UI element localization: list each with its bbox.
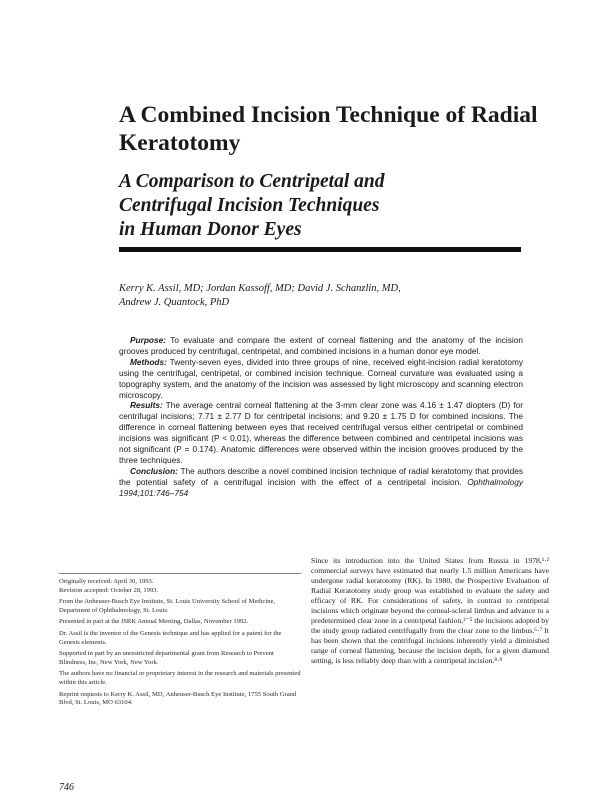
- conclusion-label: Conclusion:: [130, 465, 178, 476]
- purpose-text: To evaluate and compare the extent of corneal flattening and the anatomy of the incision grooves produced by centrifugal, centripetal, and combined incisions in a human donor eye model.: [119, 335, 523, 356]
- footnote: Presented in part at the ISRK Annual Meeting, Dallas, November 1992.: [59, 618, 249, 626]
- page-number: 746: [59, 782, 74, 793]
- footnote: The authors have no financial or proprietary interest in the research and materials presented within this article.: [59, 670, 301, 686]
- abstract-methods: [119, 357, 523, 401]
- abstract-results: [119, 400, 523, 465]
- results-label: Results:: [130, 400, 163, 411]
- article-title: A Combined Incision Technique of Radial Keratotomy: [119, 102, 538, 156]
- title-rule: [119, 247, 521, 252]
- conclusion-text: The authors describe a novel combined incision technique of radial keratotomy that provides the potential safety of a centrifugal incision with the effect of a centripetal incision.: [119, 465, 523, 487]
- methods-label: Methods:: [130, 356, 167, 367]
- footnote: Dr. Assil is the inventor of the Genesis technique and has applied for a patent for the Genesis elements.: [59, 629, 282, 646]
- subtitle-line: in Human Donor Eyes: [119, 219, 302, 240]
- footnote: Reprint requests to Kerry K. Assil, MD, Anheuser-Busch Eye Institute, 1755 South Grand Blvd, St. Louis, MO 63104.: [59, 690, 297, 707]
- body-column: [311, 556, 549, 666]
- footnote: Originally received: April 30, 1993. Revision accepted: October 28, 1993.: [59, 578, 159, 594]
- abstract: [119, 335, 523, 499]
- results-text: The average central corneal flattening at the 3-mm clear zone was 4.16 ± 1.47 diopters (D) for centrifugal incisions; 7.71 ± 2.77 D for centripetal incisions; and 9.20 ± 1.75 D for combined incisions. The difference in corneal flattening between eyes that received centrifugal versus either centripetal or combined incisions was significant (P < 0.01), whereas the difference between combined and centripetal incisions was not significant (P = 0.174). Anatomic differences were observed within the incision grooves produced by the three techniques.: [119, 400, 523, 465]
- subtitle-line: A Comparison to Centripetal and: [119, 171, 385, 192]
- footnote-divider: [59, 573, 301, 574]
- citation: Ophthalmology 1994;101:746–754: [119, 476, 523, 498]
- abstract-purpose: [119, 335, 523, 357]
- author-line: Andrew J. Quantock, PhD: [119, 297, 230, 308]
- methods-text: Twenty-seven eyes, divided into three groups of nine, received eight-incision radial keratotomy using the centrifugal, centripetal, or combined incision technique. Corneal curvature was evaluated using a topography system, and the anatomy of the incision was assessed by light microscopy and scanning electron microscopy.: [119, 356, 523, 400]
- purpose-label: Purpose:: [130, 335, 166, 345]
- body-paragraph: Since its introduction into the United States from Russia in 1978,¹·² commercial surveys have estimated that nearly 1.5 million Americans have undergone radial keratotomy (RK). In 1980, the Prospective Evaluation of Radial Keratotomy study group was established to evaluate the safety and efficacy of RK. For considerations of safety, in contrast to centripetal incisions which originate beyond the corneal-scleral limbus and advance to a predetermined clear zone in a centripetal fashion,³⁻⁵ the incisions adopted by the study group radiated centrifugally from the clear zone to the limbus.⁶·⁷ It has been shown that the centrifugal incisions inherently yield a diminished range of corneal flattening, because the incision depth, for a given diamond setting, is less reliably deep than with a centripetal incision.⁸·⁹: [311, 556, 549, 665]
- author-line: Kerry K. Assil, MD; Jordan Kassoff, MD; David J. Schanzlin, MD,: [119, 283, 401, 294]
- footnote: Supported in part by an unrestricted departmental grant from Research to Prevent Blindness, Inc, New York, New York.: [59, 650, 274, 666]
- footnotes: [59, 578, 301, 711]
- abstract-conclusion: [119, 466, 523, 499]
- author-list: [119, 282, 539, 310]
- footnote: From the Anheuser-Busch Eye Institute, St. Louis University School of Medicine, Department of Ophthalmology, St. Louis.: [59, 598, 276, 614]
- article-subtitle: [119, 170, 539, 242]
- subtitle-line: Centrifugal Incision Techniques: [119, 195, 380, 216]
